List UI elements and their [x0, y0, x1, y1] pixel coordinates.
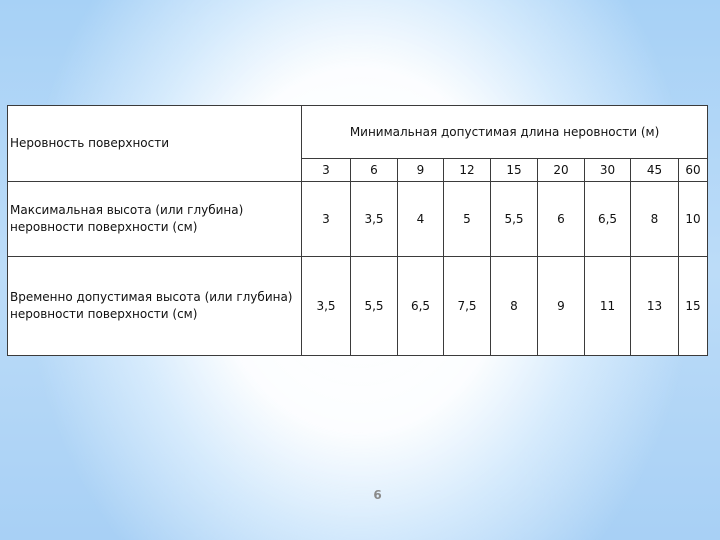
length-header-cell: 3 — [302, 159, 351, 182]
table-cell: 13 — [631, 257, 679, 356]
table-cell: 9 — [538, 257, 585, 356]
table-cell: 10 — [679, 182, 708, 257]
table-row — [8, 182, 708, 257]
table-cell: 5,5 — [491, 182, 538, 257]
table-cell: 8 — [631, 182, 679, 257]
length-header-cell: 20 — [538, 159, 585, 182]
row-label: Максимальная высота (или глубина) неровности поверхности (см) — [8, 182, 302, 257]
row-label: Временно допустимая высота (или глубина) неровности поверхности (см) — [8, 257, 302, 356]
length-header-cell: 12 — [444, 159, 491, 182]
length-header-cell: 60 — [679, 159, 708, 182]
table-cell: 6,5 — [585, 182, 631, 257]
table-cell: 11 — [585, 257, 631, 356]
length-header-cell: 15 — [491, 159, 538, 182]
table-cell: 3,5 — [351, 182, 398, 257]
table-cell: 4 — [398, 182, 444, 257]
table-cell: 3 — [302, 182, 351, 257]
row-header-title: Неровность поверхности — [8, 106, 302, 182]
length-header-cell: 9 — [398, 159, 444, 182]
table-cell: 6,5 — [398, 257, 444, 356]
roughness-table — [7, 105, 708, 356]
table-cell: 8 — [491, 257, 538, 356]
table-row — [8, 257, 708, 356]
table-cell: 5,5 — [351, 257, 398, 356]
length-header-cell: 30 — [585, 159, 631, 182]
page-number: 6 — [373, 488, 382, 502]
table-cell: 3,5 — [302, 257, 351, 356]
table-cell: 15 — [679, 257, 708, 356]
length-header-cell: 6 — [351, 159, 398, 182]
header-row-group — [8, 106, 708, 159]
table-cell: 7,5 — [444, 257, 491, 356]
table-cell: 6 — [538, 182, 585, 257]
column-group-title: Минимальная допустимая длина неровности (м) — [302, 106, 708, 159]
length-header-cell: 45 — [631, 159, 679, 182]
table-cell: 5 — [444, 182, 491, 257]
roughness-table-container — [7, 105, 707, 356]
